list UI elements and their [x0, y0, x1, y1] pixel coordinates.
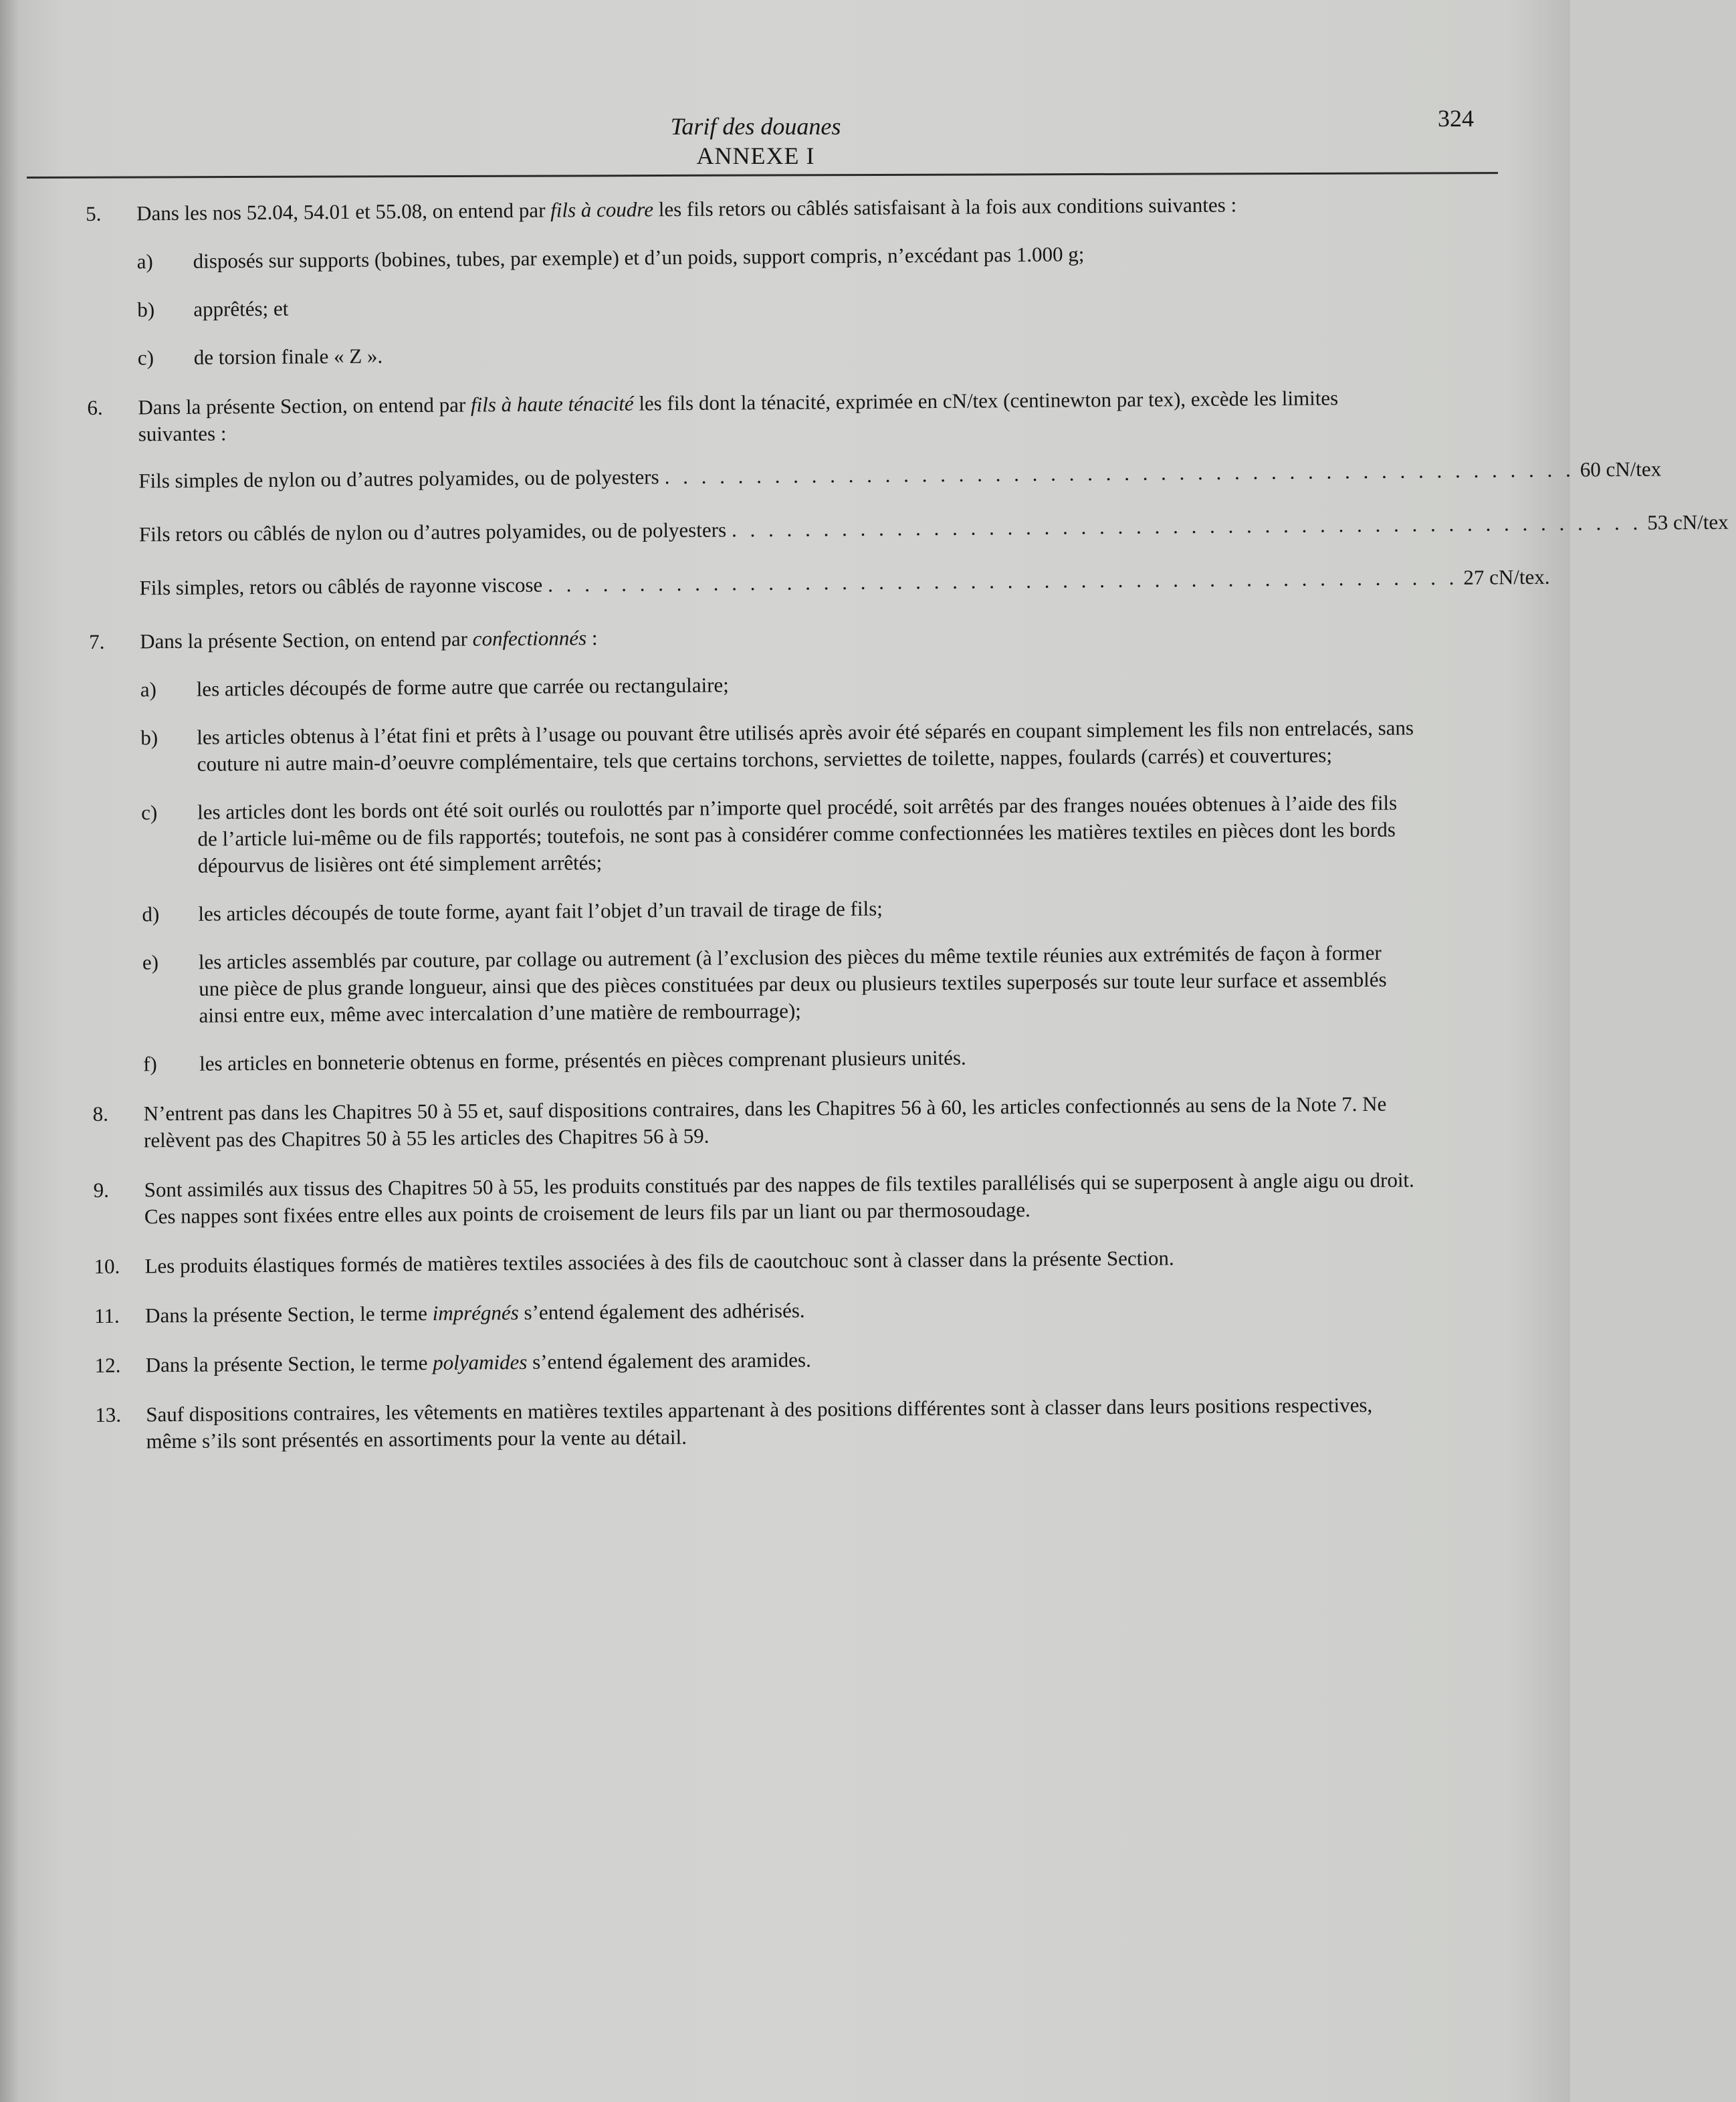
note-text: Dans la présente Section, on entend par confectionnés : — [140, 626, 598, 653]
note-number: 12. — [94, 1353, 121, 1377]
sub-item: e) les articles assemblés par couture, par collage ou autrement (à l’exclusion des pièces du même textile réunies aux extrémités de façon à former une pièce de plus grande longueur, ainsi que des pièces constituées par deux ou plusieurs textiles superposés sur toute leur surface et assemblés ainsi entre eux, même avec intercalation d’une matière de rembourrage); — [142, 940, 1387, 1027]
tenacity-value: 27 cN/tex. — [1463, 564, 1550, 589]
yarn-type: Fils retors ou câblés de nylon ou d’autres polyamides, ou de polyesters — [138, 518, 727, 546]
note-text: Sauf dispositions contraires, les vêtements en matières textiles appartenant à des positions différentes sont à classer dans leurs positions respectives, même s’ils sont présentés en assortiments pour la vente au détail. — [146, 1392, 1373, 1453]
note-text: Dans la présente Section, on entend par fils à haute ténacité les fils dont la ténacité, exprimée en cN/tex (centinewton par tex), excède les limites suivantes : — [138, 386, 1339, 446]
tenacity-value: 53 cN/tex — [1647, 510, 1729, 534]
sub-item: a) disposés sur supports (bobines, tubes, par exemple) et d’un poids, support compris, n’excédant pas 1.000 g; — [136, 242, 1085, 274]
note-text: Sont assimilés aux tissus des Chapitres 50 à 55, les produits constitués par des nappes de fils textiles parallélisés qui se superposent à angle aigu ou droit. Ces nappes sont fixées entre elles aux points de croisement de leurs fils par un liant ou par thermosoudage. — [144, 1168, 1414, 1229]
note-text: Dans les nos 52.04, 54.01 et 55.08, on entend par fils à coudre les fils retors ou câblés satisfaisant à la fois aux conditions suivantes : — [136, 193, 1237, 225]
note-6 — [87, 384, 1729, 602]
document-title: Tarif des douanes — [670, 113, 841, 140]
note-5 — [86, 190, 1411, 372]
note-12 — [95, 1342, 1419, 1379]
yarn-type: Fils simples de nylon ou d’autres polyamides, ou de polyesters — [138, 465, 659, 493]
header-rule — [27, 172, 1498, 179]
note-text: Dans la présente Section, le terme imprégnés s’entend également des adhérisés. — [144, 1298, 805, 1328]
sub-item: c) les articles dont les bords ont été soit ourlés ou roulottés par n’importe quel procédé, soit arrêtés par des franges nouées obtenues à l’aide des fils de l’article lui-même ou de fils rapportés; toutefois, ne sont pas à considérer comme confectionnées les matières textiles en pièces dont les bords dépourvus de lisières ont été simplement arrêtés; — [141, 791, 1398, 877]
note-7 — [89, 618, 1416, 1078]
sub-item: b) apprêtés; et — [137, 296, 289, 322]
note-text: Dans la présente Section, le terme polyamides s’entend également des aramides. — [145, 1348, 811, 1377]
tenacity-table — [138, 457, 1729, 601]
note-10 — [94, 1243, 1418, 1280]
note-11 — [94, 1292, 1418, 1330]
sub-item: c) de torsion finale « Z ». — [137, 344, 383, 370]
note-number: 10. — [94, 1254, 120, 1278]
note-number: 11. — [94, 1303, 120, 1328]
annex-title: ANNEXE I — [696, 142, 815, 169]
sub-item: a) les articles découpés de forme autre que carrée ou rectangulaire; — [140, 673, 729, 702]
notes-body — [86, 190, 1729, 1477]
note-8 — [93, 1090, 1418, 1154]
note-text: Les produits élastiques formés de matières textiles associées à des fils de caoutchouc sont à classer dans la présente Section. — [144, 1246, 1174, 1278]
tenacity-row: Fils simples, retors ou câblés de rayonne viscose . . . . . . . . . . . . . . . . . . . . . . . . . . . . . . . . . . . . . . . . . . . . . . . . . . 27 cN/tex. — [139, 567, 1102, 601]
note-text: N’entrent pas dans les Chapitres 50 à 55 et, sauf dispositions contraires, dans les Chapitres 56 à 60, les articles confectionnés au sens de la Note 7. Ne relèvent pas des Chapitres 50 à 55 les articles des Chapitres 56 à 59. — [143, 1091, 1387, 1152]
sub-item: d) les articles découpés de toute forme, ayant fait l’objet d’un travail de tirage de fils; — [142, 896, 883, 926]
page-edge-shadow — [0, 0, 20, 2102]
note-number: 13. — [95, 1402, 122, 1427]
note-number: 6. — [87, 395, 103, 419]
tenacity-row: Fils retors ou câblés de nylon ou d’autres polyamides, ou de polyesters . . . . . . . . . . . . . . . . . . . . . . . . . . . . . . . . . . . . . . . . . . . . . . . . . . 53 cN/tex — [139, 514, 1102, 548]
note-number: 5. — [86, 201, 102, 225]
sub-item: b) les articles obtenus à l’état fini et prêts à l’usage ou pouvant être utilisés après avoir été séparés en coupant simplement les fils non entrelacés, sans couture ni autre main-d’oeuvre complémentaire, tels que certains torchons, serviettes de toilette, nappes, foulards (carrés) et couvertures; — [140, 716, 1414, 776]
sub-item: f) les articles en bonneterie obtenus en forme, présentés en pièces comprenant plusieurs unités. — [143, 1045, 966, 1076]
note-13 — [95, 1391, 1420, 1455]
tenacity-value: 60 cN/tex — [1580, 457, 1662, 482]
tenacity-row: Fils simples de nylon ou d’autres polyamides, ou de polyesters . . . . . . . . . . . . . . . . . . . . . . . . . . . . . . . . . . . . . . . . . . . . . . . . . . 60 cN/tex — [138, 460, 1101, 494]
yarn-type: Fils simples, retors ou câblés de rayonne viscose — [139, 572, 543, 600]
note-number: 7. — [89, 629, 105, 653]
note-number: 9. — [93, 1178, 110, 1202]
page-number: 324 — [1438, 105, 1474, 132]
note-number: 8. — [92, 1101, 109, 1126]
note-9 — [93, 1166, 1418, 1231]
